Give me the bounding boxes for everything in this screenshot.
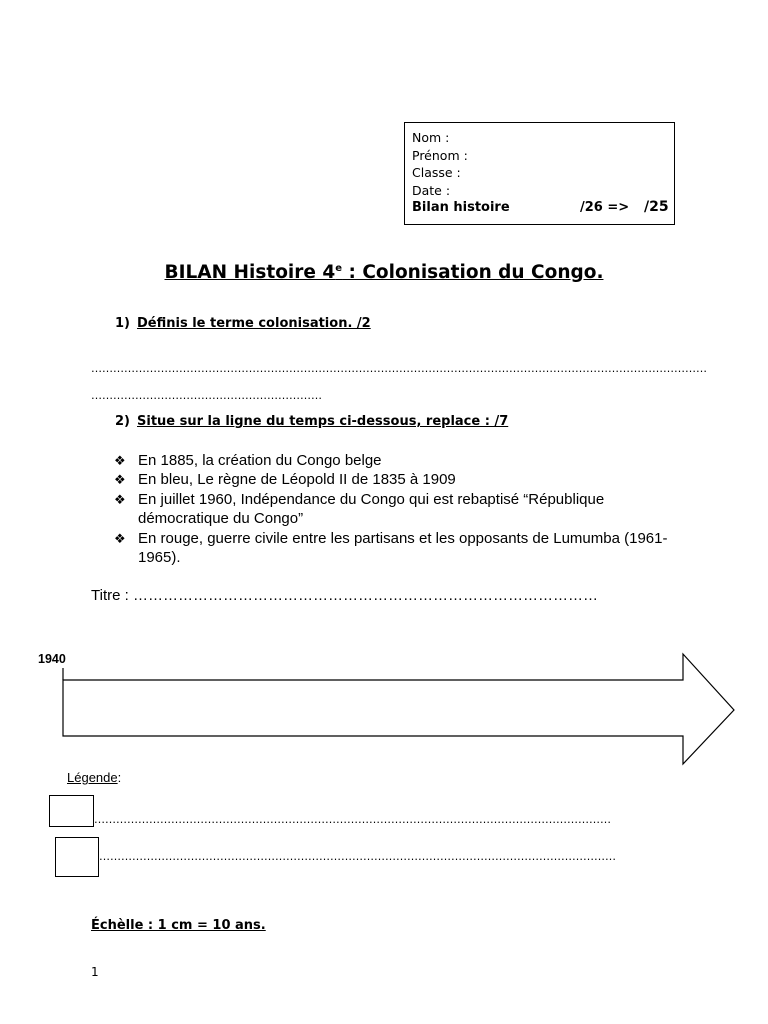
diamond-bullet-icon: ❖ xyxy=(114,491,126,507)
answer-line-2[interactable]: ……………………………………………………… xyxy=(91,389,322,402)
title-main: BILAN Histoire 4 xyxy=(164,262,336,283)
question-1-number: 1) xyxy=(115,316,130,331)
title-superscript: e xyxy=(335,263,343,274)
list-item xyxy=(114,490,674,529)
timeline-start-year: 1940 xyxy=(38,652,66,666)
legend-line-2[interactable]: …………………………………………………………………………………………………………………………… xyxy=(99,850,616,863)
student-info-box xyxy=(404,122,675,225)
bilan-total: /25 xyxy=(644,199,669,216)
diamond-bullet-icon: ❖ xyxy=(114,453,126,468)
question-2 xyxy=(115,414,508,429)
diamond-bullet-icon: ❖ xyxy=(114,472,126,488)
legend-line-1[interactable]: …………………………………………………………………………………………………………………………… xyxy=(94,813,611,826)
question-2-text: Situe sur la ligne du temps ci-dessous, replace : /7 xyxy=(137,414,509,429)
title-rest: : Colonisation du Congo. xyxy=(342,262,604,283)
list-item-text: En bleu, Le règne de Léopold II de 1835 à 1909 xyxy=(138,471,456,489)
titre-answer-line[interactable]: Titre : ………………………………………………………………………………… xyxy=(91,587,598,604)
scale-note: Échèlle : 1 cm = 10 ans. xyxy=(91,918,266,933)
question-2-number: 2) xyxy=(115,414,130,429)
timeline-arrow-shape xyxy=(63,654,734,764)
legend-label xyxy=(67,770,121,785)
legend-label-text: Légende xyxy=(67,770,118,785)
legend-color-box-2[interactable] xyxy=(55,837,99,877)
list-item xyxy=(114,529,674,568)
date-label: Date : xyxy=(412,182,451,198)
bilan-label: Bilan histoire xyxy=(412,200,510,216)
prenom-label: Prénom : xyxy=(412,147,468,163)
list-item-text: En rouge, guerre civile entre les partisans et les opposants de Lumumba (1961-1965). xyxy=(138,529,668,567)
timeline-arrow[interactable] xyxy=(0,640,768,770)
question-1 xyxy=(115,316,371,331)
classe-label: Classe : xyxy=(412,165,461,181)
nom-label: Nom : xyxy=(412,130,450,145)
list-item xyxy=(114,451,674,470)
list-item-text: En 1885, la création du Congo belge xyxy=(138,452,382,469)
list-item-text: En juillet 1960, Indépendance du Congo qui est rebaptisé “République démocratique du Congo” xyxy=(138,490,605,528)
diamond-bullet-icon: ❖ xyxy=(114,530,126,546)
page-title xyxy=(0,262,768,283)
bilan-score: /26 => xyxy=(580,200,630,216)
legend-label-colon: : xyxy=(117,770,122,785)
legend-color-box-1[interactable] xyxy=(49,795,94,827)
instruction-list xyxy=(114,451,674,567)
bilan-row xyxy=(412,199,667,217)
list-item xyxy=(114,470,674,489)
answer-line-1[interactable]: …………………………………………………………………………………………………………………………………………………… xyxy=(91,362,707,375)
question-1-text: Définis le terme colonisation. /2 xyxy=(137,316,371,331)
page-number: 1 xyxy=(91,965,99,979)
